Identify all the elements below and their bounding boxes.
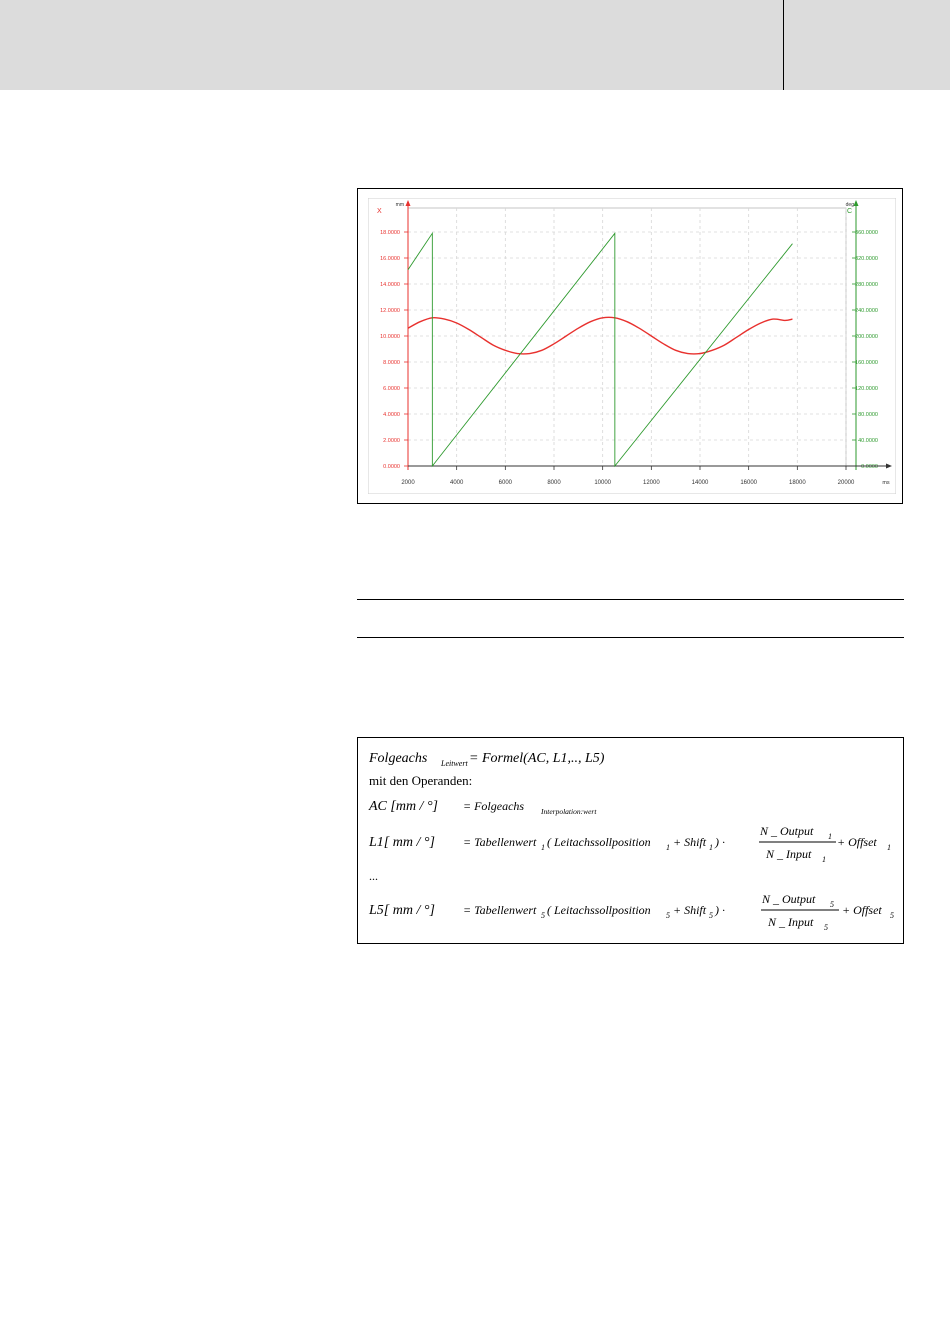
l1-num: N _ Output	[760, 824, 814, 838]
l5-rhs-c: ( Leitachssollposition	[547, 903, 651, 917]
l1-tail-sub: 1	[887, 843, 891, 852]
right-tick-label: 240.0000	[855, 308, 878, 314]
x-tick-label: 6000	[498, 480, 513, 486]
divider-bottom	[357, 637, 904, 638]
l1-rhs-e: + Shift	[673, 835, 707, 849]
left-axis-name: X	[377, 208, 382, 215]
l1-rhs-f: 1	[709, 843, 713, 852]
right-tick-label: 200.0000	[855, 334, 878, 340]
l5-rhs-d: 5	[666, 911, 670, 920]
left-axis-unit: mm	[395, 202, 404, 208]
l1-rhs-g: ) ·	[715, 835, 725, 849]
x-tick-label: 8000	[547, 480, 561, 486]
left-tick-label: 12.0000	[380, 308, 400, 314]
formula-box	[357, 737, 904, 944]
l5-tail: + Offset	[842, 903, 882, 917]
l5-rhs-g: ) ·	[715, 903, 725, 917]
x-tick-label: 16000	[740, 480, 758, 486]
l1-tail: + Offset	[837, 835, 877, 849]
ac-rhs-sub: Interpolation:wert	[541, 807, 597, 816]
left-tick-label: 10.0000	[380, 334, 400, 340]
ac-rhs: = Folgeachs	[463, 799, 525, 813]
left-tick-label: 0.0000	[383, 464, 400, 470]
l5-num-sub: 5	[830, 900, 834, 909]
l1-rhs-a: = Tabellenwert	[463, 835, 537, 849]
l5-rhs-f: 5	[709, 911, 713, 920]
l1-rhs-c: ( Leitachssollposition	[547, 835, 651, 849]
l5-den: N _ Input	[768, 915, 814, 929]
x-tick-label: 20000	[837, 480, 855, 486]
formula-lhs-sub: Leitwert	[441, 759, 468, 768]
right-tick-label: 360.0000	[855, 230, 878, 236]
right-axis-name: C	[846, 208, 852, 215]
l5-rhs-b: 5	[541, 911, 545, 920]
l1-rhs-b: 1	[541, 843, 545, 852]
left-tick-label: 8.0000	[383, 360, 400, 366]
x-tick-label: 12000	[642, 480, 660, 486]
l5-rhs-a: = Tabellenwert	[463, 903, 537, 917]
left-tick-label: 6.0000	[383, 386, 400, 392]
l5-rhs-e: + Shift	[673, 903, 707, 917]
right-tick-label: 280.0000	[855, 282, 878, 288]
plot-area	[408, 208, 846, 466]
right-tick-label: 40.0000	[858, 438, 878, 444]
x-tick-label: 2000	[401, 480, 415, 486]
page-header-band	[0, 0, 950, 90]
right-axis-unit: deg	[845, 202, 854, 208]
l5-den-sub: 5	[824, 923, 828, 932]
x-tick-label: 4000	[449, 480, 464, 486]
ac-lhs: AC [mm / °]	[369, 799, 438, 814]
x-tick-label: 18000	[788, 480, 806, 486]
right-tick-label: 120.0000	[855, 386, 878, 392]
left-tick-label: 2.0000	[383, 438, 400, 444]
left-tick-label: 4.0000	[383, 412, 400, 418]
left-tick-label: 18.0000	[380, 230, 400, 236]
header-divider	[783, 0, 784, 90]
l1-num-sub: 1	[828, 832, 832, 841]
l5-num: N _ Output	[762, 892, 816, 906]
right-tick-label: 80.0000	[858, 412, 878, 418]
formula-intro: mit den Operanden:	[369, 773, 473, 788]
left-tick-label: 14.0000	[380, 282, 400, 288]
right-tick-label: 0.0000	[861, 464, 878, 470]
l5-tail-sub: 5	[890, 911, 894, 920]
l1-rhs-d: 1	[666, 843, 670, 852]
x-tick-label: 14000	[691, 480, 709, 486]
x-axis-unit: ms	[882, 480, 890, 486]
l1-den: N _ Input	[766, 847, 812, 861]
dual-axis-line-chart	[368, 198, 896, 494]
l1-lhs: L1[ mm / °]	[369, 835, 435, 850]
x-tick-label: 10000	[594, 480, 612, 486]
l5-lhs: L5[ mm / °]	[369, 903, 435, 918]
right-tick-label: 320.0000	[855, 256, 878, 262]
l1-den-sub: 1	[822, 855, 826, 864]
formula-ellipsis: ...	[369, 869, 378, 883]
divider-top	[357, 599, 904, 600]
right-tick-label: 160.0000	[855, 360, 878, 366]
formula-lhs: Folgeachs	[369, 751, 428, 766]
formula-rhs: = Formel(AC, L1,.., L5)	[469, 751, 605, 766]
left-tick-label: 16.0000	[380, 256, 400, 262]
